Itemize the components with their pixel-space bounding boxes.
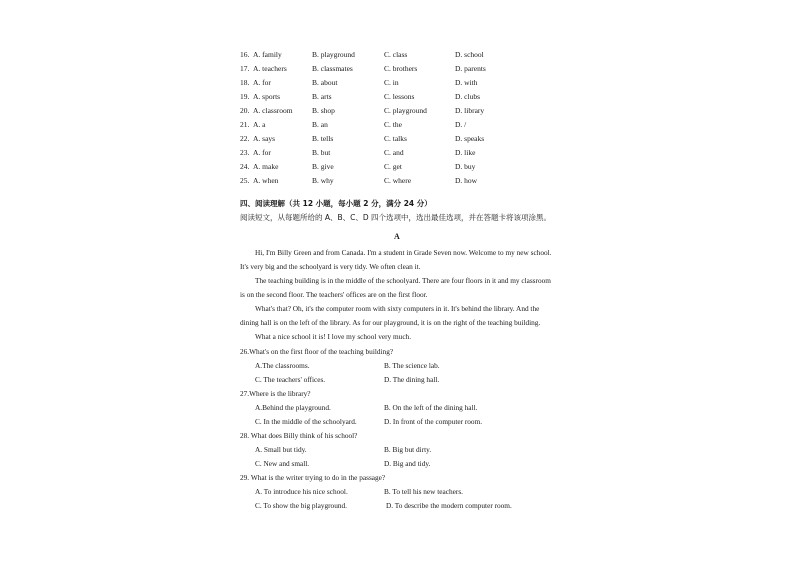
- option-c: C. class: [384, 50, 408, 59]
- option-b: B. an: [312, 120, 328, 129]
- question-number: 20.: [240, 106, 250, 115]
- option-d: D. how: [455, 176, 478, 185]
- option-c: C. where: [384, 176, 412, 185]
- question-number: 24.: [240, 162, 250, 171]
- option-b: B. about: [312, 78, 338, 87]
- option-b: B. arts: [312, 92, 332, 101]
- option-b: B. why: [312, 176, 334, 185]
- option-a: A. when: [253, 176, 279, 185]
- option-c: C. To show the big playground.: [255, 501, 347, 510]
- question-stem: 26.What's on the first floor of the teaching building?: [240, 347, 394, 356]
- passage-line: is on the second floor. The teachers' offices are on the first floor.: [240, 290, 428, 299]
- option-a: A. To introduce his nice school.: [255, 487, 348, 496]
- option-a: A. says: [253, 134, 276, 143]
- option-d: D. parents: [455, 64, 486, 73]
- question-number: 18.: [240, 78, 250, 87]
- option-c: C. New and small.: [255, 459, 310, 468]
- option-b: B. but: [312, 148, 331, 157]
- option-d: D. Big and tidy.: [384, 459, 431, 468]
- option-b: B. give: [312, 162, 334, 171]
- option-b: B. To tell his new teachers.: [384, 487, 463, 496]
- option-b: B. The science lab.: [384, 361, 440, 370]
- option-d: D. /: [455, 120, 467, 129]
- option-d: D. school: [455, 50, 484, 59]
- question-number: 17.: [240, 64, 250, 73]
- option-c: C. brothers: [384, 64, 418, 73]
- question-stem: 29. What is the writer trying to do in the passage?: [240, 473, 386, 482]
- passage-line: Hi, I'm Billy Green and from Canada. I'm a student in Grade Seven now. Welcome to my new school.: [255, 248, 552, 257]
- option-b: B. On the left of the dining hall.: [384, 403, 478, 412]
- option-c: C. the: [384, 120, 402, 129]
- option-c: C. talks: [384, 134, 407, 143]
- passage-line: dining hall is on the left of the library. As for our playground, it is on the right of the teaching building.: [240, 318, 541, 327]
- option-b: B. shop: [312, 106, 335, 115]
- option-a: A. for: [253, 148, 271, 157]
- option-a: A.The classrooms.: [255, 361, 310, 370]
- option-c: C. in: [384, 78, 399, 87]
- option-d: D. library: [455, 106, 485, 115]
- option-b: B. playground: [312, 50, 355, 59]
- section-title: 四、阅读理解（共 12 小题，每小题 2 分，满分 24 分）: [240, 199, 432, 208]
- option-a: A. for: [253, 78, 271, 87]
- option-b: B. Big but dirty.: [384, 445, 432, 454]
- option-a: A.Behind the playground.: [255, 403, 331, 412]
- option-d: D. speaks: [455, 134, 485, 143]
- passage-label: A: [394, 232, 400, 241]
- question-number: 16.: [240, 50, 250, 59]
- section-instruction: 阅读短文，从每题所给的 A、B、C、D 四个选项中，选出最佳选项，并在答题卡将该项涂黑。: [240, 213, 552, 222]
- option-c: C. The teachers' offices.: [255, 375, 326, 384]
- option-a: A. make: [253, 162, 279, 171]
- option-c: C. and: [384, 148, 404, 157]
- option-d: D. In front of the computer room.: [384, 417, 483, 426]
- passage-line: The teaching building is in the middle of the schoolyard. There are four floors in it and my classroom: [255, 276, 551, 285]
- option-d: D. The dining hall.: [384, 375, 440, 384]
- passage-line: It's very big and the schoolyard is very tidy. We often clean it.: [240, 262, 421, 271]
- option-a: A. classroom: [253, 106, 293, 115]
- question-stem: 28. What does Billy think of his school?: [240, 431, 358, 440]
- option-c: C. lessons: [384, 92, 415, 101]
- passage-line: What a nice school it is! I love my school very much.: [255, 332, 412, 341]
- option-c: C. get: [384, 162, 402, 171]
- question-number: 22.: [240, 134, 250, 143]
- question-number: 25.: [240, 176, 250, 185]
- question-number: 23.: [240, 148, 250, 157]
- option-b: B. classmates: [312, 64, 353, 73]
- option-d: D. clubs: [455, 92, 480, 101]
- question-number: 19.: [240, 92, 250, 101]
- option-b: B. tells: [312, 134, 334, 143]
- option-a: A. a: [253, 120, 266, 129]
- option-c: C. In the middle of the schoolyard.: [255, 417, 357, 426]
- question-number: 21.: [240, 120, 250, 129]
- question-stem: 27.Where is the library?: [240, 389, 311, 398]
- option-a: A. family: [253, 50, 282, 59]
- option-a: A. Small but tidy.: [255, 445, 307, 454]
- option-d: D. with: [455, 78, 478, 87]
- option-d: D. like: [455, 148, 476, 157]
- option-d: D. buy: [455, 162, 476, 171]
- passage-line: What's that? Oh, it's the computer room with sixty computers in it. It's behind the library. And the: [255, 304, 540, 313]
- option-c: C. playground: [384, 106, 427, 115]
- option-a: A. teachers: [253, 64, 287, 73]
- option-d: D. To describe the modern computer room.: [386, 501, 512, 510]
- option-a: A. sports: [253, 92, 281, 101]
